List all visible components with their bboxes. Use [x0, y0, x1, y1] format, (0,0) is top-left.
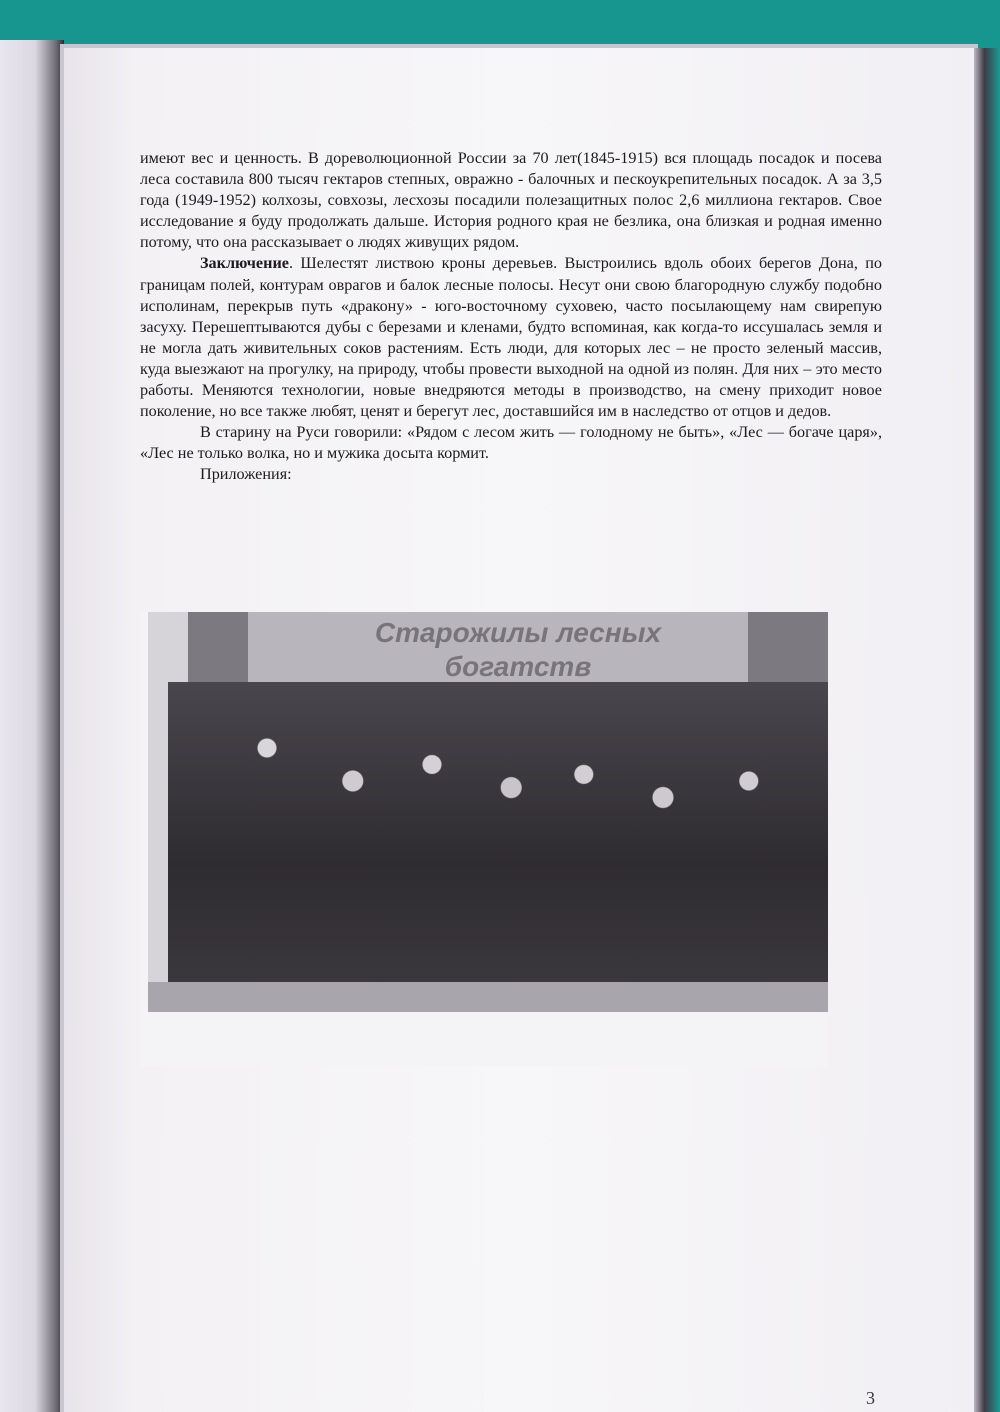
- photo-frame: [140, 612, 828, 1067]
- conclusion-heading: Заключение: [200, 254, 289, 273]
- paragraph-intro: имеют вес и ценность. В дореволюционной России за 70 лет(1845-1915) вся площадь посадок и посева леса составила 800 тысяч гектаров степных, овражно - балочных и пескоукрепительных посадок. А за 3,5 года (1949-1952) колхозы, совхозы, лесхозы посадили полезащитных полос 2,6 миллиона гектаров. Свое исследование я буду продолжать дальше. История родного края не безлика, она близкая и родная именно потому, что она рассказывает о людях живущих рядом.: [140, 149, 882, 252]
- page-number: 3: [866, 1388, 875, 1408]
- photo-caption-line2: богатств: [444, 651, 592, 682]
- photo-caption-line1: Старожилы лесных: [374, 617, 662, 648]
- conclusion-text: . Шелестят листвою кроны деревьев. Выстроились вдоль обоих берегов Дона, по границам полей, контурам оврагов и балок лесные полосы. Несут они свою благородную службу подобно исполинам, перекрыв путь «дракону» - юго-восточному суховею, часто посылающему нам свирепую засуху. Перешептываются дубы с березами и кленами, будто вспоминая, как когда-то иссушалась земля и не могла дать живительных соков растениям. Есть люди, для которых лес – не просто зеленый массив, куда выезжают на прогулку, на природу, чтобы провести выходной на одной из полян. Для них – это место работы. Меняются технологии, новые внедряются методы в производство, на смену приходит новое поколение, но все также любят, ценят и берегут лес, доставшийся им в наследство от отцов и дедов.: [140, 254, 882, 421]
- paragraph-proverbs: В старину на Руси говорили: «Рядом с лесом жить — голодному не быть», «Лес — богаче царя», «Лес не только волка, но и мужика досыта кормит.: [140, 423, 882, 463]
- photo-ground: [148, 982, 828, 1012]
- photo-crowd: [168, 682, 828, 1012]
- body-text: [140, 148, 882, 486]
- appendix-label: Приложения:: [200, 465, 292, 484]
- group-photo: [148, 612, 828, 1012]
- paragraph-conclusion: [140, 253, 882, 422]
- photo-caption: [328, 616, 708, 684]
- right-page-edge: [974, 48, 1000, 1412]
- left-page-edge: [0, 40, 64, 1412]
